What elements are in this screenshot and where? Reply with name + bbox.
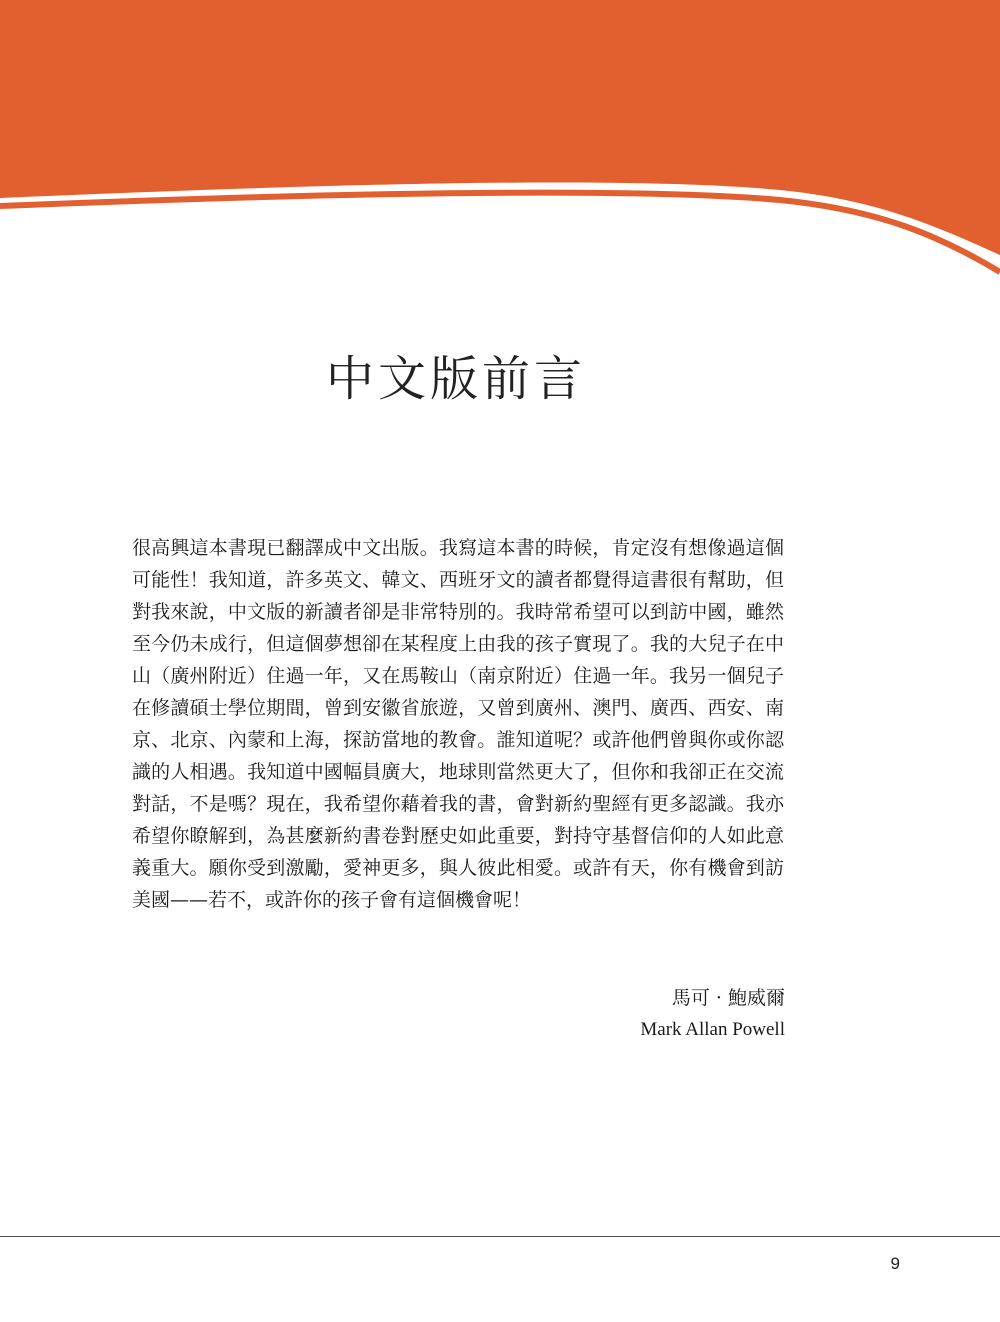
header-band-fill: [0, 0, 1000, 255]
header-band-stripe: [0, 193, 1000, 272]
signature-block: [500, 982, 785, 1046]
footer-rule: [0, 1236, 1000, 1237]
preface-body: 很高興這本書現已翻譯成中文出版。我寫這本書的時候，肯定沒有想像過這個可能性！我知道，許多英文、韓文、西班牙文的讀者都覺得這書很有幫助，但對我來說，中文版的新讀者卻是非常特別的。我時常希望可以到訪中國，雖然至今仍未成行，但這個夢想卻在某程度上由我的孩子實現了。我的大兒子在中山（廣州附近）住過一年，又在馬鞍山（南京附近）住過一年。我另一個兒子在修讀碩士學位期間，曾到安徽省旅遊，又曾到廣州、澳門、廣西、西安、南京、北京、內蒙和上海，探訪當地的教會。誰知道呢？或許他們曾與你或你認識的人相遇。我知道中國幅員廣大，地球則當然更大了，但你和我卻正在交流對話，不是嗎？現在，我希望你藉着我的書，會對新約聖經有更多認識。我亦希望你瞭解到，為甚麼新約書卷對歷史如此重要，對持守基督信仰的人如此意義重大。願你受到激勵，愛神更多，與人彼此相愛。或許有天，你有機會到訪美國——若不，或許你的孩子會有這個機會呢！: [132, 537, 784, 911]
author-chinese-name: 馬可 · 鮑威爾: [671, 987, 785, 1009]
page-number: 9: [890, 1254, 900, 1273]
author-english-name: Mark Allan Powell: [640, 1019, 785, 1040]
page-title: 中文版前言: [325, 351, 586, 407]
header-band: [0, 0, 1000, 290]
